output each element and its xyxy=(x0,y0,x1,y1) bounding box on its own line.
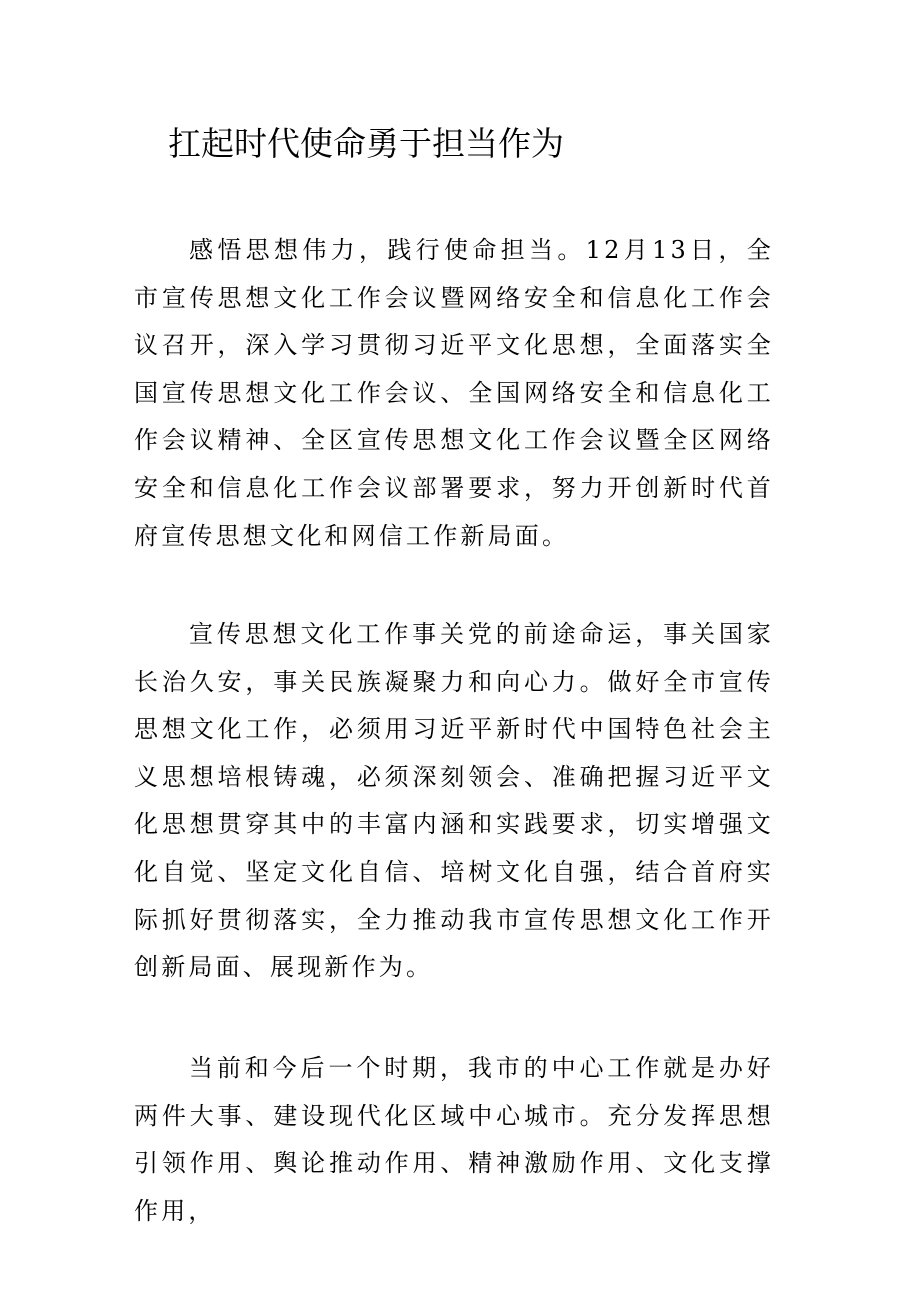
paragraph-2: 宣传思想文化工作事关党的前途命运，事关国家长治久安，事关民族凝聚力和向心力。做好全市宣传思想文化工作，必须用习近平新时代中国特色社会主义思想培根铸魂，必须深刻领会、准确把握习近平文化思想贯穿其中的丰富内涵和实践要求，切实增强文化自觉、坚定文化自信、培树文化自强，结合首府实际抓好贯彻落实，全力推动我市宣传思想文化工作开创新局面、展现新作为。 xyxy=(134,620,774,982)
document-title: 扛起时代使命勇于担当作为 xyxy=(168,124,564,163)
paragraph-3: 当前和今后一个时期，我市的中心工作就是办好两件大事、建设现代化区域中心城市。充分发挥思想引领作用、舆论推动作用、精神激励作用、文化支撑作用， xyxy=(134,1054,774,1225)
paragraph-1: 感悟思想伟力，践行使命担当。12月13日，全市宣传思想文化工作会议暨网络安全和信息化工作会议召开，深入学习贯彻习近平文化思想，全面落实全国宣传思想文化工作会议、全国网络安全和信息化工作会议精神、全区宣传思想文化工作会议暨全区网络安全和信息化工作会议部署要求，努力开创新时代首府宣传思想文化和网信工作新局面。 xyxy=(134,236,774,550)
